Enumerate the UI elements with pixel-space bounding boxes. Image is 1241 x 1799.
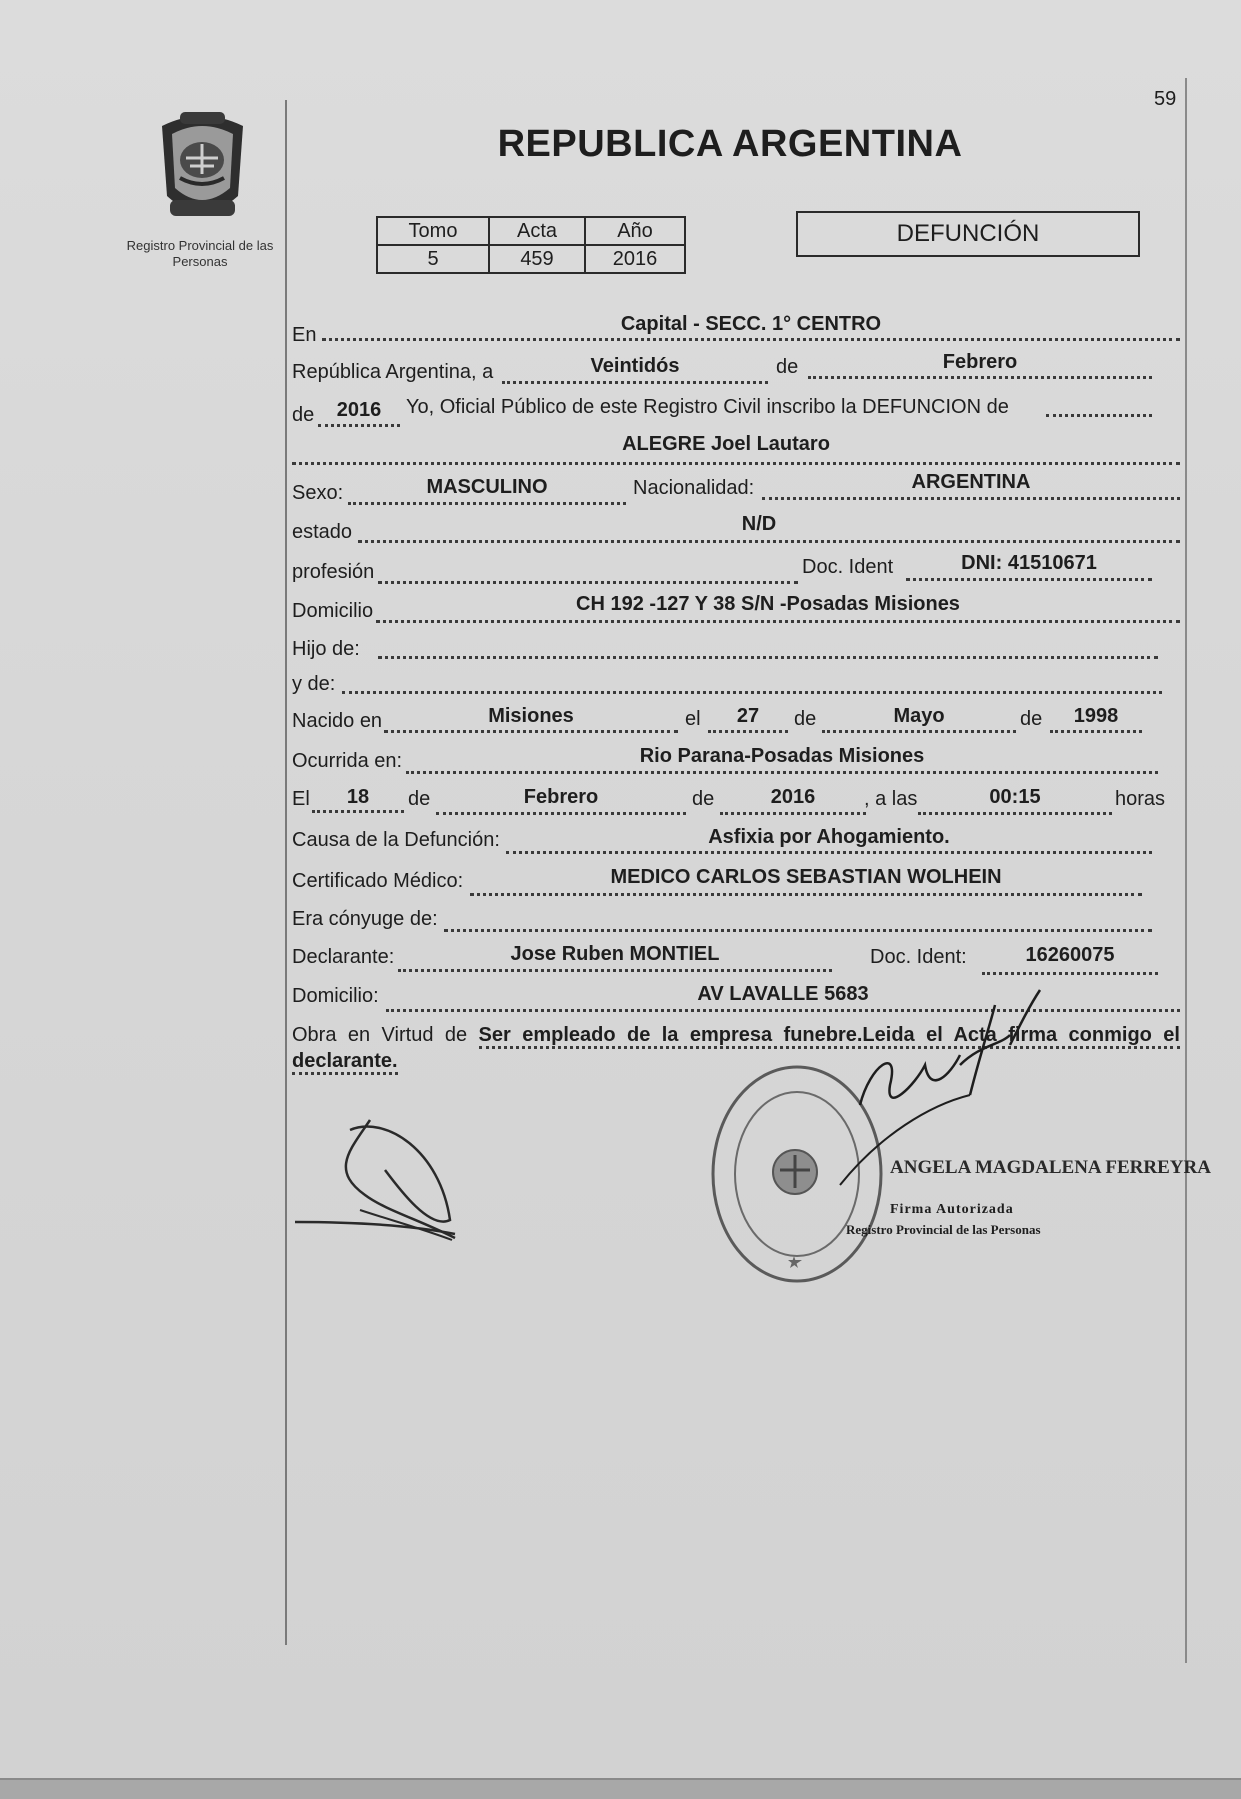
dotted-line — [982, 972, 1158, 975]
dotted-line — [292, 462, 1180, 465]
birth-month-value: Mayo — [893, 705, 945, 727]
label-de: de — [292, 404, 315, 426]
registration-month-value: Febrero — [942, 351, 1018, 373]
label-sexo: Sexo: — [292, 482, 344, 504]
dotted-line — [1050, 730, 1142, 733]
label-doc-ident: Doc. Ident: — [870, 946, 967, 968]
birth-year-value: 1998 — [1073, 705, 1119, 727]
anio-value: 2016 — [585, 245, 685, 273]
medical-certificate-value: MEDICO CARLOS SEBASTIAN WOLHEIN — [610, 866, 1002, 888]
legal-basis-value: Ser empleado de la empresa funebre.Leida el Acta firma conmigo el declarante. — [292, 1024, 1180, 1075]
label-doc-ident: Doc. Ident — [802, 556, 894, 578]
dotted-line — [720, 812, 866, 815]
dotted-line — [808, 376, 1152, 379]
registrar-statement: Yo, Oficial Público de este Registro Civil inscribo la DEFUNCION de — [406, 396, 1009, 418]
label-conyuge: Era cónyuge de: — [292, 908, 438, 930]
label-de: de — [408, 788, 431, 810]
province-seal-icon — [150, 108, 255, 228]
document-id-value: DNI: 41510671 — [961, 552, 1097, 574]
dotted-line — [358, 540, 1180, 543]
label-el: El — [292, 788, 310, 810]
label-certificado: Certificado Médico: — [292, 870, 464, 892]
death-year-value: 2016 — [770, 786, 816, 808]
label-y-de: y de: — [292, 673, 336, 695]
place-value: Capital - SECC. 1° CENTRO — [620, 313, 882, 335]
right-margin-line — [1185, 78, 1187, 1663]
svg-text:ANGELA MAGDALENA FERREYRA: ANGELA MAGDALENA FERREYRA — [890, 1157, 1211, 1178]
dotted-line — [1046, 414, 1152, 417]
official-role: Firma Autorizada — [890, 1202, 1014, 1217]
label-republica: República Argentina, a — [292, 361, 494, 383]
reference-value-row — [377, 245, 685, 273]
registration-day-value: Veintidós — [590, 355, 680, 377]
dotted-line — [708, 730, 788, 733]
dotted-line — [318, 424, 400, 427]
dotted-line — [470, 893, 1142, 896]
dotted-line — [348, 502, 626, 505]
document-title: REPUBLICA ARGENTINA — [497, 123, 963, 165]
label-hijo-de: Hijo de: — [292, 638, 360, 660]
dotted-line — [506, 851, 1152, 854]
scanner-bottom-edge — [0, 1778, 1241, 1799]
death-month-value: Febrero — [523, 786, 599, 808]
label-domicilio: Domicilio — [292, 600, 374, 622]
act-type-box: DEFUNCIÓN — [796, 211, 1140, 257]
label-de: de — [1020, 708, 1043, 730]
deceased-name-value: ALEGRE Joel Lautaro — [622, 433, 830, 455]
dotted-line — [762, 497, 1180, 500]
label-horas: horas — [1115, 788, 1166, 810]
dotted-line — [378, 581, 798, 584]
cause-value: Asfixia por Ahogamiento. — [708, 826, 950, 848]
birthplace-value: Misiones — [488, 705, 574, 727]
dotted-line — [376, 620, 1180, 623]
dotted-line — [444, 929, 1152, 932]
label-causa: Causa de la Defunción: — [292, 829, 500, 851]
dotted-line — [906, 578, 1152, 581]
label-estado: estado — [292, 521, 353, 543]
dotted-line — [436, 812, 686, 815]
anio-header: Año — [585, 217, 685, 245]
birth-day-value: 27 — [736, 705, 760, 727]
dotted-line — [406, 771, 1158, 774]
tomo-header: Tomo — [377, 217, 489, 245]
official-signature — [830, 985, 1211, 1185]
label-nacionalidad: Nacionalidad: — [633, 477, 755, 499]
label-profesion: profesión — [292, 561, 375, 583]
civil-status-value: N/D — [741, 513, 777, 535]
reference-header-row — [377, 217, 685, 245]
page-number: 59 — [1154, 88, 1177, 110]
address-value: CH 192 -127 Y 38 S/N -Posadas Misiones — [576, 593, 960, 615]
label-en: En — [292, 324, 317, 346]
death-place-value: Rio Parana-Posadas Misiones — [639, 745, 925, 767]
sex-value: MASCULINO — [426, 476, 548, 498]
dotted-line — [398, 969, 832, 972]
left-margin-line — [285, 100, 287, 1645]
label-de: de — [794, 708, 817, 730]
tomo-value: 5 — [377, 245, 489, 273]
dotted-line — [378, 656, 1158, 659]
registration-year-value: 2016 — [336, 399, 382, 421]
declarant-address-value: AV LAVALLE 5683 — [697, 983, 869, 1005]
label-declarante: Declarante: — [292, 946, 395, 968]
registry-name: Registro Provincial de las Personas — [126, 238, 274, 269]
dotted-line — [342, 691, 1162, 694]
reference-table — [376, 216, 686, 274]
death-time-value: 00:15 — [989, 786, 1041, 808]
label-ocurrida-en: Ocurrida en: — [292, 750, 403, 772]
dotted-line — [918, 812, 1112, 815]
label-de: de — [692, 788, 715, 810]
declarant-value: Jose Ruben MONTIEL — [510, 943, 720, 965]
acta-value: 459 — [489, 245, 585, 273]
dotted-line — [322, 338, 1180, 341]
label-obra: Obra en Virtud de — [292, 1024, 468, 1046]
label-a-las: , a las — [864, 788, 918, 810]
dotted-line — [822, 730, 1016, 733]
acta-header: Acta — [489, 217, 585, 245]
dotted-line — [384, 730, 678, 733]
label-nacido-en: Nacido en — [292, 710, 383, 732]
label-domicilio: Domicilio: — [292, 985, 379, 1007]
dotted-line — [312, 810, 404, 813]
nationality-value: ARGENTINA — [911, 471, 1031, 493]
declarant-document-value: 16260075 — [1025, 944, 1115, 966]
official-office: Registro Provincial de las Personas — [846, 1222, 1041, 1237]
dotted-line — [502, 381, 768, 384]
label-el: el — [685, 708, 701, 730]
declarant-signature — [290, 1110, 470, 1250]
death-day-value: 18 — [346, 786, 370, 808]
label-de: de — [776, 356, 799, 378]
